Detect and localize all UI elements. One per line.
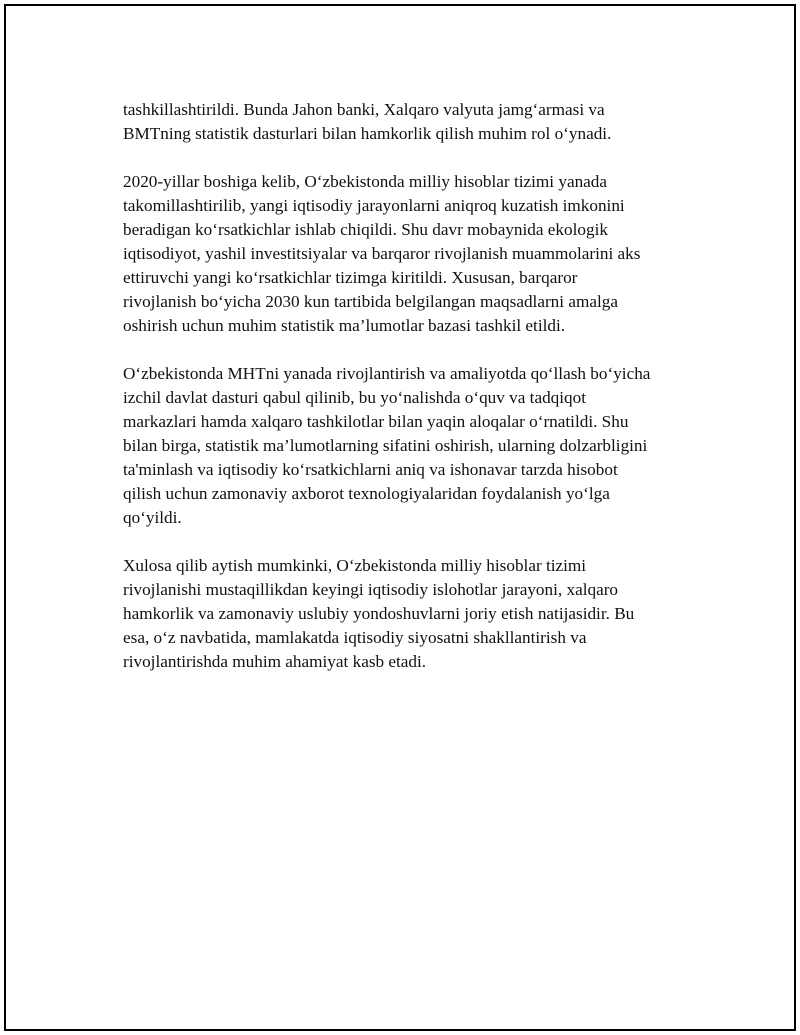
text-line: oshirish uchun muhim statistik ma’lumotlar bazasi tashkil etildi.	[123, 316, 566, 335]
text-line: takomillashtirilib, yangi iqtisodiy jarayonlarni aniqroq kuzatish imkonini	[123, 196, 625, 215]
text-line: esa, o‘z navbatida, mamlakatda iqtisodiy siyosatni shakllantirish va	[123, 628, 587, 647]
text-line: bilan birga, statistik ma’lumotlarning sifatini oshirish, ularning dolzarbligini	[123, 436, 648, 455]
text-line: markazlari hamda xalqaro tashkilotlar bilan yaqin aloqalar o‘rnatildi. Shu	[123, 412, 629, 431]
text-line: Xulosa qilib aytish mumkinki, O‘zbekistonda milliy hisoblar tizimi	[123, 556, 587, 575]
text-line: rivojlanish bo‘yicha 2030 kun tartibida belgilangan maqsadlarni amalga	[123, 292, 618, 311]
text-line: tashkillashtirildi. Bunda Jahon banki, Xalqaro valyuta jamg‘armasi va	[123, 100, 605, 119]
text-line: qo‘yildi.	[123, 508, 182, 527]
text-line: ta'minlash va iqtisodiy ko‘rsatkichlarni aniq va ishonavar tarzda hisobot	[123, 460, 618, 479]
text-line: beradigan ko‘rsatkichlar ishlab chiqildi. Shu davr mobaynida ekologik	[123, 220, 608, 239]
text-line: rivojlanishi mustaqillikdan keyingi iqtisodiy islohotlar jarayoni, xalqaro	[123, 580, 619, 599]
text-line: rivojlantirishda muhim ahamiyat kasb etadi.	[123, 652, 427, 671]
text-line: BMTning statistik dasturlari bilan hamkorlik qilish muhim rol o‘ynadi.	[123, 124, 612, 143]
paragraph-3	[123, 362, 723, 530]
text-line: iqtisodiyot, yashil investitsiyalar va barqaror rivojlanish muammolarini aks	[123, 244, 641, 263]
paragraph-1	[123, 98, 723, 146]
text-line: qilish uchun zamonaviy axborot texnologiyalaridan foydalanish yo‘lga	[123, 484, 610, 503]
paragraph-2	[123, 170, 723, 338]
paragraph-4	[123, 554, 723, 674]
text-line: 2020-yillar boshiga kelib, O‘zbekistonda milliy hisoblar tizimi yanada	[123, 172, 608, 191]
page-frame	[4, 4, 796, 1031]
text-line: ettiruvchi yangi ko‘rsatkichlar tizimga kiritildi. Xususan, barqaror	[123, 268, 578, 287]
body-text	[123, 98, 723, 698]
text-line: O‘zbekistonda MHTni yanada rivojlantirish va amaliyotda qo‘llash bo‘yicha	[123, 364, 651, 383]
text-line: izchil davlat dasturi qabul qilinib, bu yo‘nalishda o‘quv va tadqiqot	[123, 388, 587, 407]
text-line: hamkorlik va zamonaviy uslubiy yondoshuvlarni joriy etish natijasidir. Bu	[123, 604, 635, 623]
